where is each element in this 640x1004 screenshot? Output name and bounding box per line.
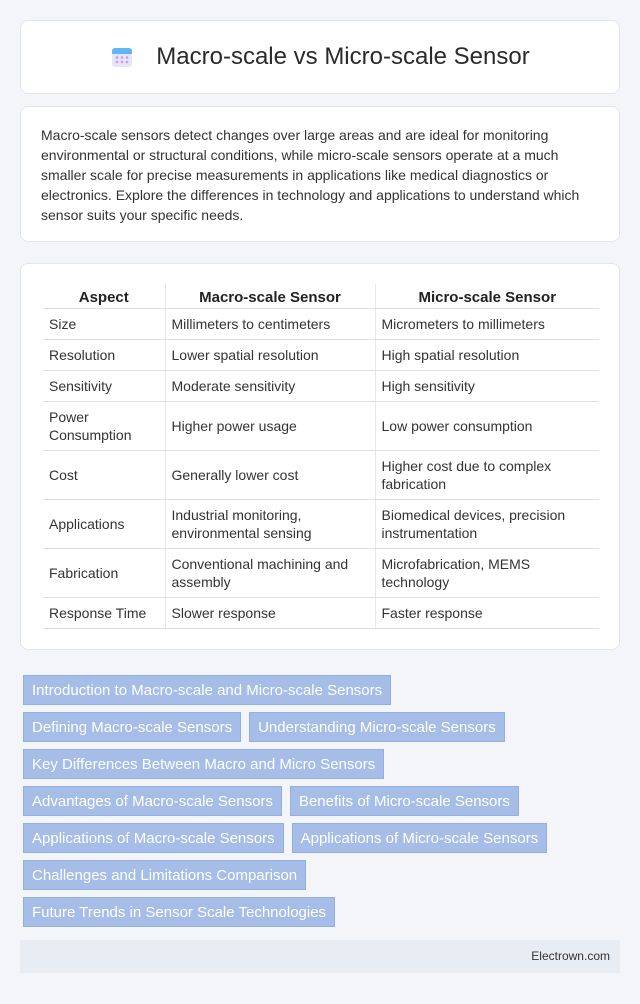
topic-link[interactable]: Defining Macro-scale Sensors bbox=[23, 712, 241, 742]
table-row bbox=[43, 370, 599, 401]
table-cell: Microfabrication, MEMS technology bbox=[375, 548, 599, 597]
topic-links bbox=[23, 675, 623, 934]
table-cell: High sensitivity bbox=[375, 370, 599, 401]
table-cell: Power Consumption bbox=[43, 401, 165, 450]
topic-link[interactable]: Future Trends in Sensor Scale Technologies bbox=[23, 897, 335, 927]
table-cell: Lower spatial resolution bbox=[165, 339, 375, 370]
footer bbox=[20, 940, 620, 973]
table-row bbox=[43, 308, 599, 339]
table-cell: Moderate sensitivity bbox=[165, 370, 375, 401]
comparison-table bbox=[43, 284, 599, 629]
topic-link[interactable]: Challenges and Limitations Comparison bbox=[23, 860, 306, 890]
title-card bbox=[20, 20, 620, 94]
table-cell: Industrial monitoring, environmental sensing bbox=[165, 499, 375, 548]
table-row bbox=[43, 450, 599, 499]
table-row bbox=[43, 339, 599, 370]
table-cell: Applications bbox=[43, 499, 165, 548]
topic-link[interactable]: Applications of Micro-scale Sensors bbox=[292, 823, 548, 853]
topic-link[interactable]: Key Differences Between Macro and Micro Sensors bbox=[23, 749, 384, 779]
column-header: Aspect bbox=[43, 284, 165, 308]
table-row bbox=[43, 548, 599, 597]
intro-card bbox=[20, 106, 620, 242]
topic-link[interactable]: Advantages of Macro-scale Sensors bbox=[23, 786, 282, 816]
table-row bbox=[43, 499, 599, 548]
footer-brand[interactable]: Electrown.com bbox=[531, 949, 610, 963]
table-cell: Low power consumption bbox=[375, 401, 599, 450]
table-cell: Slower response bbox=[165, 597, 375, 628]
table-header-row bbox=[43, 284, 599, 308]
table-cell: High spatial resolution bbox=[375, 339, 599, 370]
table-cell: Fabrication bbox=[43, 548, 165, 597]
comparison-table-card bbox=[20, 263, 620, 650]
column-header: Macro-scale Sensor bbox=[165, 284, 375, 308]
topic-link[interactable]: Benefits of Micro-scale Sensors bbox=[290, 786, 519, 816]
page-title: Macro-scale vs Micro-scale Sensor bbox=[156, 43, 530, 70]
table-cell: Response Time bbox=[43, 597, 165, 628]
intro-text: Macro-scale sensors detect changes over large areas and are ideal for monitoring environmental or structural conditions, while micro-scale sensors operate at a much smaller scale for precise measurements in applications like medical diagnostics or electronics. Explore the differences in technology and applications to understand which sensor suits your specific needs. bbox=[41, 127, 580, 223]
topic-link[interactable]: Applications of Macro-scale Sensors bbox=[23, 823, 284, 853]
table-row bbox=[43, 597, 599, 628]
calendar-icon bbox=[110, 45, 134, 69]
column-header: Micro-scale Sensor bbox=[375, 284, 599, 308]
table-cell: Faster response bbox=[375, 597, 599, 628]
topic-link[interactable]: Understanding Micro-scale Sensors bbox=[249, 712, 505, 742]
table-cell: Biomedical devices, precision instrumentation bbox=[375, 499, 599, 548]
table-cell: Cost bbox=[43, 450, 165, 499]
table-cell: Higher power usage bbox=[165, 401, 375, 450]
topic-link[interactable]: Introduction to Macro-scale and Micro-scale Sensors bbox=[23, 675, 391, 705]
table-cell: Conventional machining and assembly bbox=[165, 548, 375, 597]
table-cell: Micrometers to millimeters bbox=[375, 308, 599, 339]
table-cell: Sensitivity bbox=[43, 370, 165, 401]
table-cell: Generally lower cost bbox=[165, 450, 375, 499]
table-cell: Higher cost due to complex fabrication bbox=[375, 450, 599, 499]
table-cell: Resolution bbox=[43, 339, 165, 370]
table-row bbox=[43, 401, 599, 450]
table-cell: Millimeters to centimeters bbox=[165, 308, 375, 339]
table-cell: Size bbox=[43, 308, 165, 339]
